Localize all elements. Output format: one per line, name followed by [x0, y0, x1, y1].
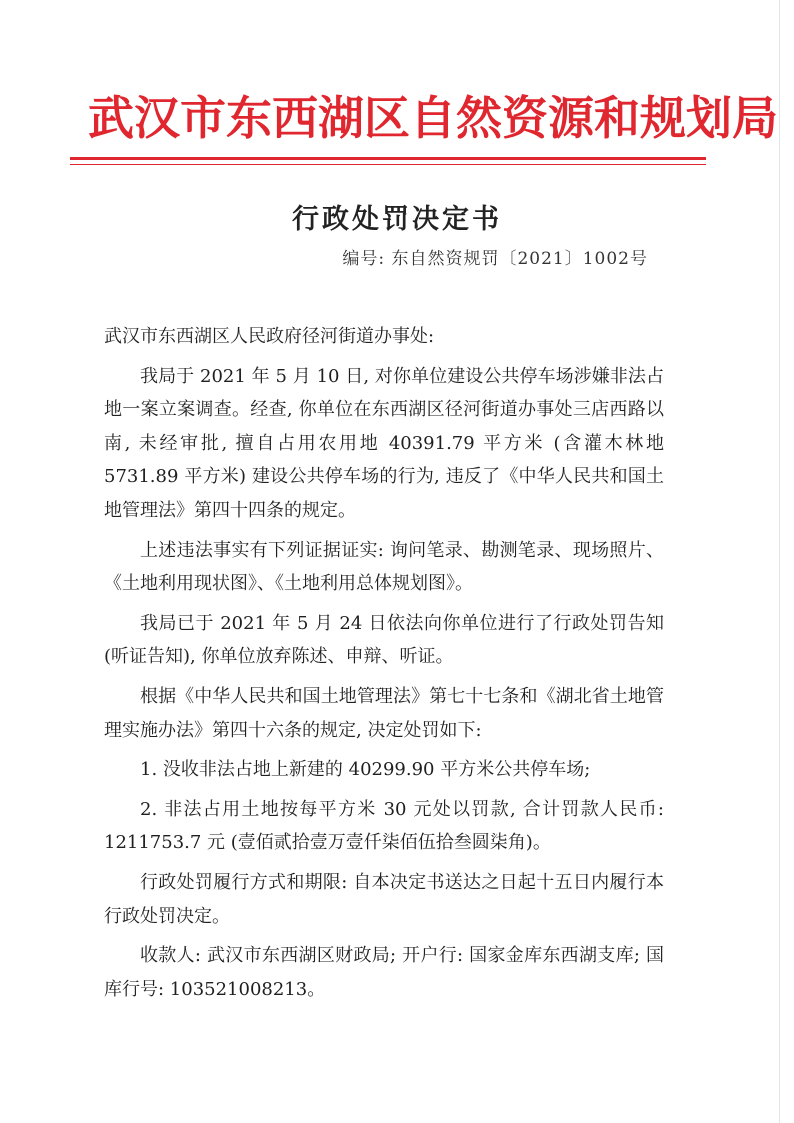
paragraph-notice: 我局已于 2021 年 5 月 24 日依法向你单位进行了行政处罚告知 (听证告知), 你单位放弃陈述、申辩、听证。 [104, 612, 664, 668]
paragraph-legal-basis: 根据《中华人民共和国土地管理法》第七十七条和《湖北省土地管理实施办法》第四十六条的规定, 决定处罚如下: [104, 685, 664, 741]
scan-edge-line [779, 0, 780, 1123]
paragraph-investigation: 我局于 2021 年 5 月 10 日, 对你单位建设公共停车场涉嫌非法占地一案立案调查。经查, 你单位在东西湖区径河街道办事处三店西路以南, 未经审批, 擅自占用农用地 40391.79 平方米 (含灌木林地 5731.89 平方米) 建设公共停车场的行为, 违反了《中华人民共和国土地管理法》第四十四条的规定。 [104, 365, 664, 521]
document-number: 编号: 东自然资规罚〔2021〕1002号 [342, 249, 648, 269]
document-body [104, 320, 664, 1012]
penalty-item-1: 1. 没收非法占地上新建的 40299.90 平方米公共停车场; [140, 759, 591, 781]
paragraph-evidence: 上述违法事实有下列证据证实: 询问笔录、勘测笔录、现场照片、《土地利用现状图》、《土地利用总体规划图》。 [104, 539, 664, 595]
penalty-item-2: 2. 非法占用土地按每平方米 30 元处以罚款, 合计罚款人民币: 1211753.7 元 (壹佰贰拾壹万壹仟柒佰伍拾叁圆柒角)。 [104, 798, 664, 854]
letterhead-red-rule [70, 157, 706, 160]
recipient-line: 武汉市东西湖区人民政府径河街道办事处: [104, 326, 435, 347]
letterhead-red-rule-thin [70, 164, 706, 165]
paragraph-payment-info: 收款人: 武汉市东西湖区财政局; 开户行: 国家金库东西湖支库; 国库行号: 103521008213。 [104, 945, 664, 1000]
letterhead-org-name: 武汉市东西湖区自然资源和规划局 [88, 91, 778, 145]
document-title: 行政处罚决定书 [292, 204, 502, 235]
paragraph-execution-terms: 行政处罚履行方式和期限: 自本决定书送达之日起十五日内履行本行政处罚决定。 [104, 871, 664, 927]
